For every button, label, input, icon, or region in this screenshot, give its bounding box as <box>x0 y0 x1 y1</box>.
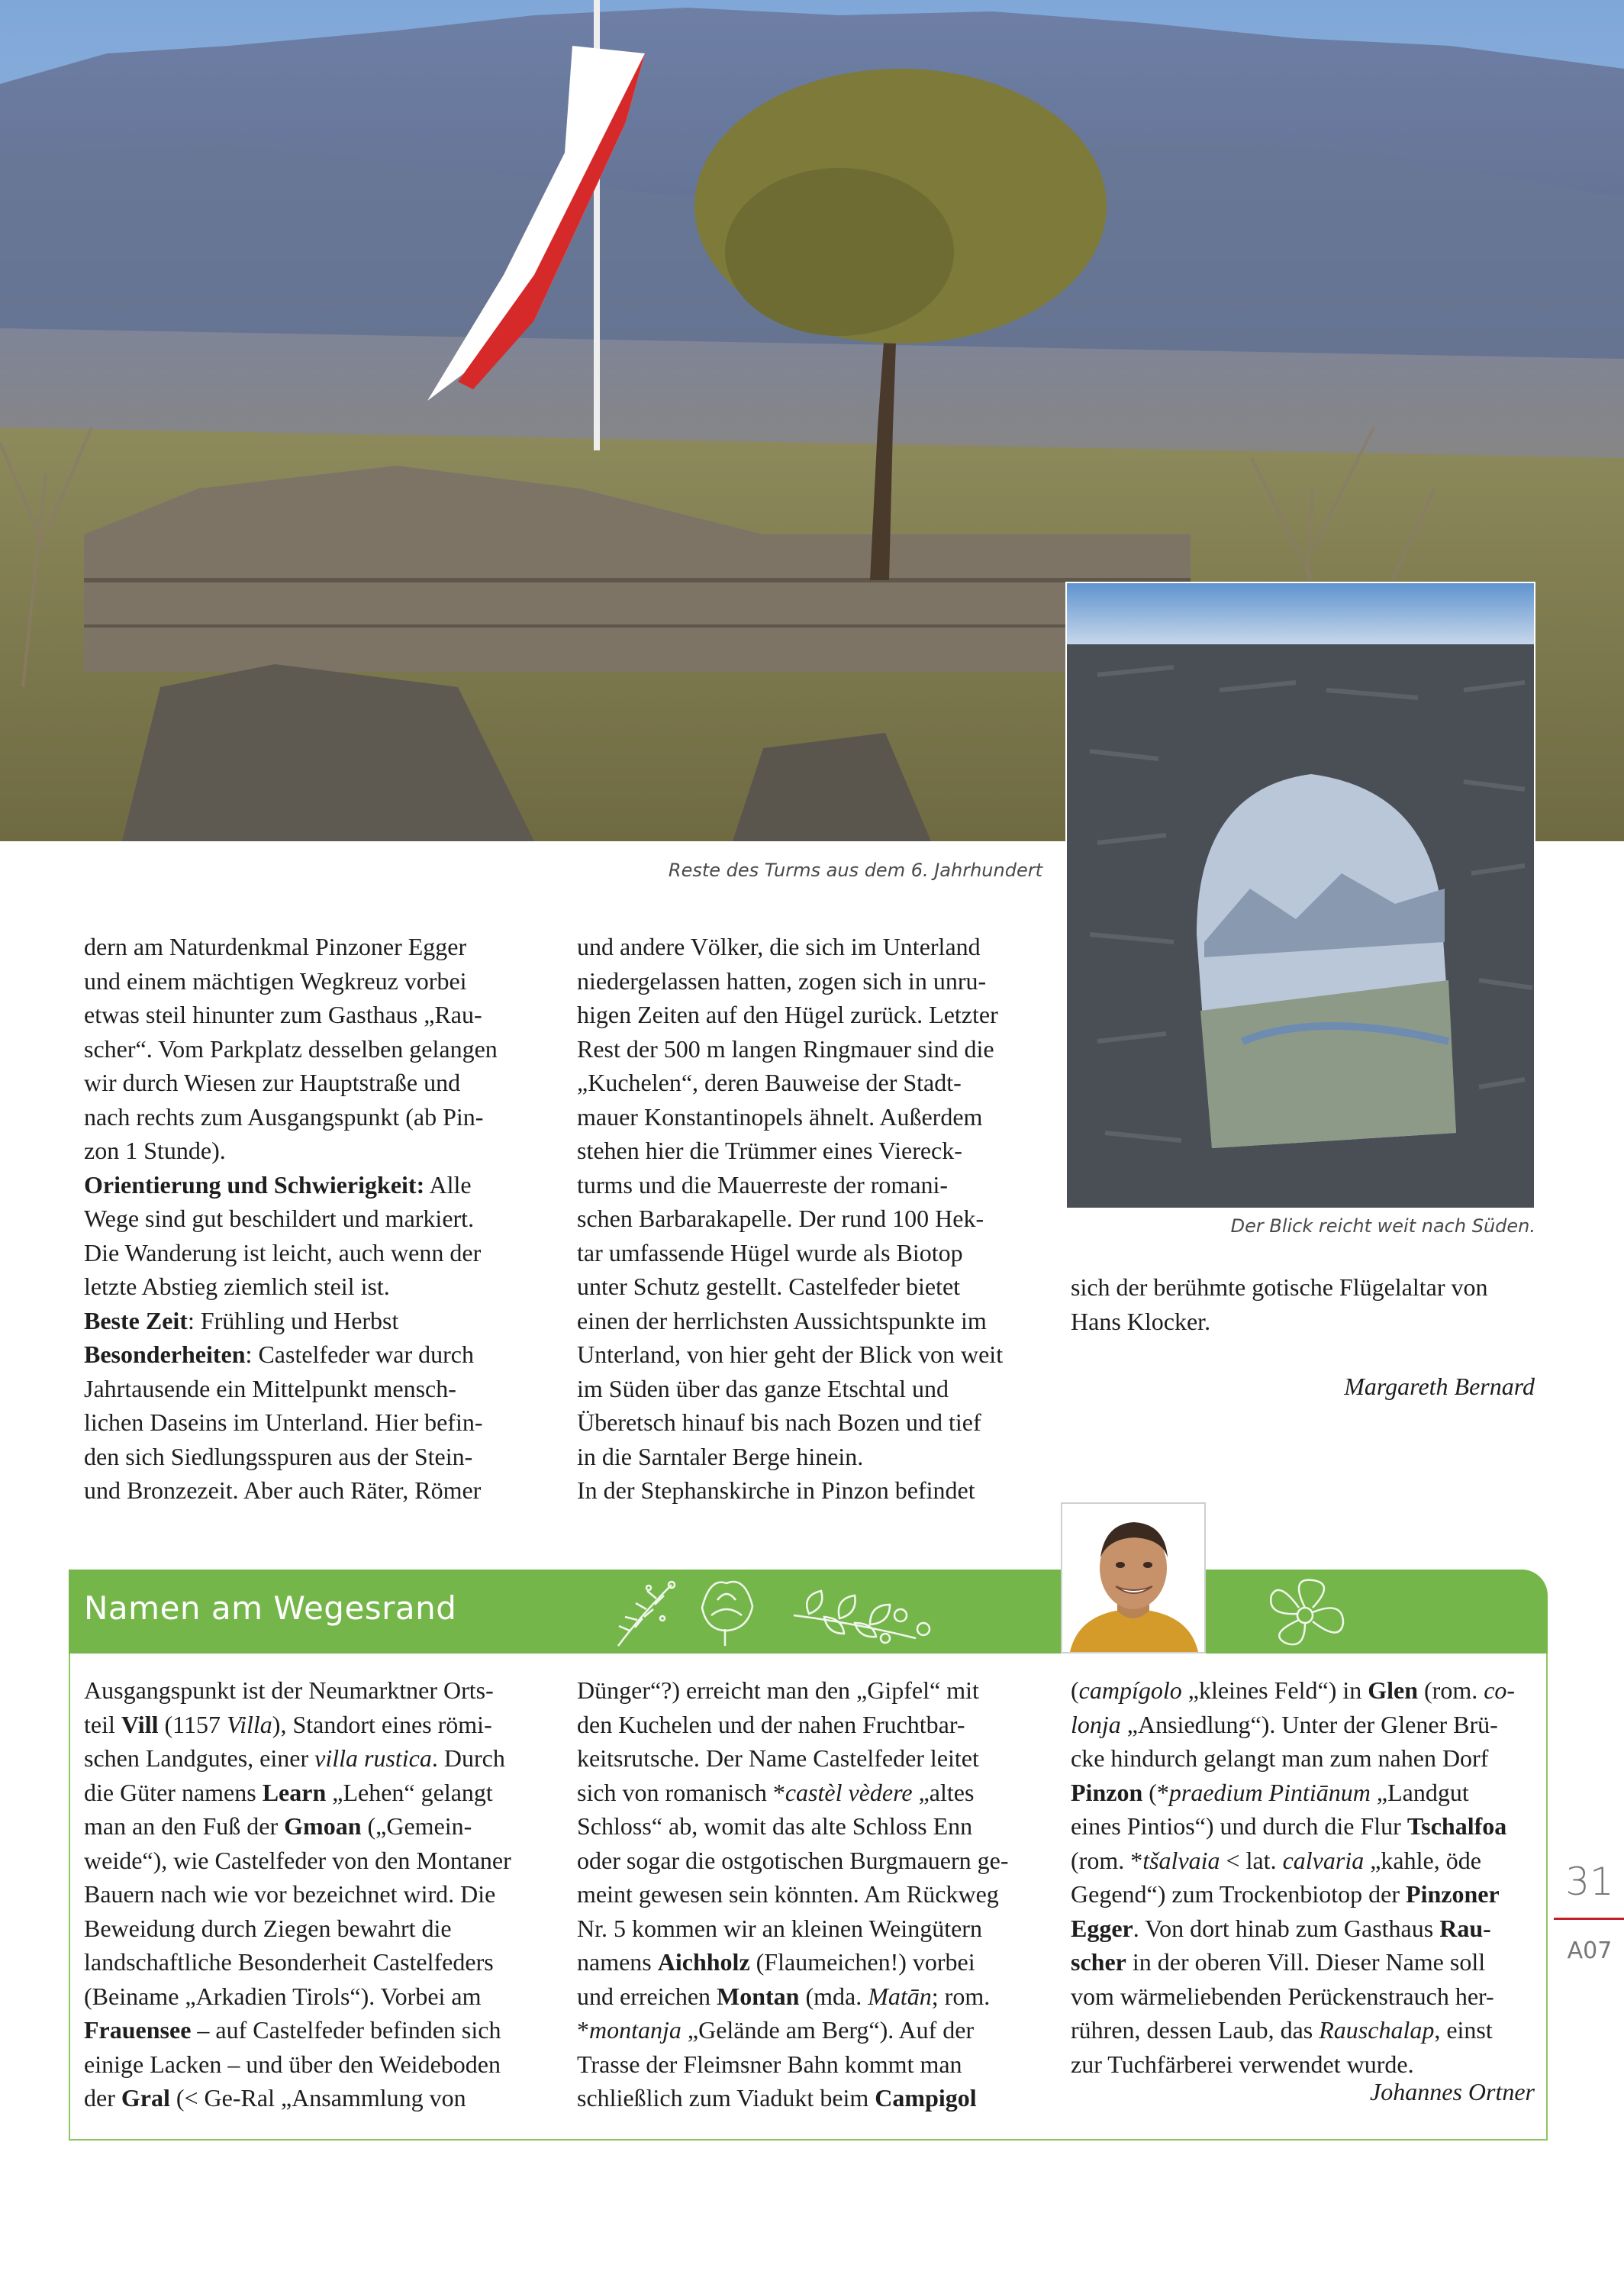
box-line: (Beiname „Arkadien Tirols“). Vorbei am <box>84 1982 482 2010</box>
box-line: Dünger“?) erreicht man den „Gipfel“ mit <box>577 1676 979 1704</box>
article-line: wir durch Wiesen zur Hauptstraße und <box>84 1069 461 1096</box>
box-column-1 <box>84 1673 542 2115</box>
article-line: „Kuchelen“, deren Bauweise der Stadt- <box>577 1069 962 1096</box>
article-line: nach rechts zum Ausgangspunkt (ab Pin- <box>84 1102 484 1131</box>
article-line: higen Zeiten auf den Hügel zurück. Letzter <box>577 1001 998 1028</box>
article-line: dern am Naturdenkmal Pinzoner Egger <box>84 933 467 960</box>
article-line: unter Schutz gestellt. Castelfeder bietet <box>577 1273 961 1300</box>
article-line: mauer Konstantinopels ähnelt. Außerdem <box>577 1102 983 1131</box>
box-line: keitsrutsche. Der Name Castelfeder leitet <box>577 1744 979 1772</box>
article-line: tar umfassende Hügel wurde als Biotop <box>577 1238 963 1266</box>
box-line: teil Vill (1157 Villa), Standort eines römi- <box>84 1710 492 1738</box>
article-line: lichen Daseins im Unterland. Hier befin- <box>84 1408 483 1436</box>
box-line: man an den Fuß der Gmoan („Gemein- <box>84 1812 472 1840</box>
box-column-2 <box>577 1673 1050 2115</box>
article-line: sich der berühmte gotische Flügelaltar von <box>1071 1273 1488 1301</box>
article-line: Jahrtausende ein Mittelpunkt mensch- <box>84 1374 456 1402</box>
article-line: und andere Völker, die sich im Unterland <box>577 933 981 960</box>
page-number: 31 <box>1565 1860 1614 1904</box>
box-line: Beweidung durch Ziegen bewahrt die <box>84 1914 452 1942</box>
box-line: (rom. *tšalvaia < lat. calvaria „kahle, öde <box>1071 1846 1481 1874</box>
article-line: zon 1 Stunde). <box>84 1137 226 1164</box>
article-line: schen Barbarakapelle. Der rund 100 Hek- <box>577 1205 984 1232</box>
article-line: In der Stephanskirche in Pinzon befindet <box>577 1476 975 1504</box>
article-line: Wege sind gut beschildert und markiert. <box>84 1205 475 1232</box>
article-line: Orientierung und Schwierigkeit: Alle <box>84 1170 472 1199</box>
article-line: niedergelassen hatten, zogen sich in unru- <box>577 966 987 995</box>
article-line: im Süden über das ganze Etschtal und <box>577 1374 949 1402</box>
box-line: cke hindurch gelangt man zum nahen Dorf <box>1071 1744 1489 1772</box>
box-line: die Güter namens Learn „Lehen“ gelangt <box>84 1778 493 1806</box>
box-line: Egger. Von dort hinab zum Gasthaus Rau- <box>1071 1914 1491 1942</box>
box-line: landschaftliche Besonderheit Castelfeders <box>84 1948 494 1976</box>
article-column-3 <box>1071 1270 1536 1338</box>
box-line: schließlich zum Viadukt beim Campigol <box>577 2084 977 2112</box>
box-line: *montanja „Gelände am Berg“). Auf der <box>577 2016 975 2044</box>
article-line: etwas steil hinunter zum Gasthaus „Rau- <box>84 1001 482 1028</box>
article-line: Beste Zeit: Frühling und Herbst <box>84 1306 399 1334</box>
box-line: und erreichen Montan (mda. Matān; rom. <box>577 1982 991 2010</box>
box-line: vom wärmeliebenden Perückenstrauch her- <box>1071 1982 1494 2010</box>
article-line: Besonderheiten: Castelfeder war durch <box>84 1341 474 1368</box>
article-line: Die Wanderung ist leicht, auch wenn der <box>84 1238 482 1266</box>
article-line: in die Sarntaler Berge hinein. <box>577 1442 864 1470</box>
article-line: scher“. Vom Parkplatz desselben gelangen <box>84 1034 498 1063</box>
box-line: der Gral (< Ge-Ral „Ansammlung von <box>84 2084 466 2112</box>
article-line: und einem mächtigen Wegkreuz vorbei <box>84 966 467 995</box>
box-line: namens Aichholz (Flaumeichen!) vorbei <box>577 1948 975 1976</box>
box-line: Nr. 5 kommen wir an kleinen Weingütern <box>577 1914 982 1942</box>
article-column-1 <box>84 930 542 1508</box>
box-line: Pinzon (*praedium Pintiānum „Landgut <box>1071 1778 1469 1806</box>
box-title: Namen am Wegesrand <box>84 1589 457 1627</box>
article-line: letzte Abstieg ziemlich steil ist. <box>84 1273 390 1300</box>
article-line: einen der herrlichsten Aussichtspunkte im <box>577 1306 987 1334</box>
author-portrait <box>1061 1502 1206 1653</box>
box-line: oder sogar die ostgotischen Burgmauern ge- <box>577 1846 1009 1874</box>
box-line: einige Lacken – und über den Weideboden <box>84 2050 501 2078</box>
inset-caption: Der Blick reicht weit nach Süden. <box>1230 1215 1535 1237</box>
article-line: turms und die Mauerreste der romani- <box>577 1170 949 1199</box>
article-author: Margareth Bernard <box>1344 1373 1535 1400</box>
box-author: Johannes Ortner <box>1370 2078 1535 2105</box>
box-line: sich von romanisch *castèl vèdere „altes <box>577 1778 975 1806</box>
box-line: scher in der oberen Vill. Dieser Name soll <box>1071 1948 1486 1976</box>
article-column-2 <box>577 930 1050 1508</box>
inset-photo <box>1065 582 1535 1209</box>
box-line: schen Landgutes, einer villa rustica. Durch <box>84 1744 505 1772</box>
box-line: den Kuchelen und der nahen Fruchtbar- <box>577 1710 965 1738</box>
article-line: Überetsch hinauf bis nach Bozen und tief <box>577 1408 981 1436</box>
box-line: Bauern nach wie vor bezeichnet wird. Die <box>84 1880 496 1908</box>
article-line: Hans Klocker. <box>1071 1307 1211 1335</box>
box-line: zur Tuchfärberei verwendet wurde. <box>1071 2050 1414 2078</box>
box-line: eines Pintios“) und durch die Flur Tschalfoa <box>1071 1812 1507 1840</box>
box-line: meint gewesen sein könnten. Am Rückweg <box>577 1880 999 1908</box>
article-line: Unterland, von hier geht der Blick von weit <box>577 1341 1004 1368</box>
box-line: (campígolo „kleines Feld“) in Glen (rom. co- <box>1071 1676 1516 1704</box>
box-line: Trasse der Fleimsner Bahn kommt man <box>577 2050 962 2078</box>
box-line: rühren, dessen Laub, das Rauschalap, einst <box>1071 2016 1493 2044</box>
box-line: Frauensee – auf Castelfeder befinden sich <box>84 2016 501 2044</box>
article-line: stehen hier die Trümmer eines Viereck- <box>577 1137 962 1164</box>
box-line: Ausgangspunkt ist der Neumarktner Orts- <box>84 1676 494 1704</box>
hero-caption: Reste des Turms aus dem 6. Jahrhundert <box>668 860 1042 881</box>
box-line: weide“), wie Castelfeder von den Montaner <box>84 1846 511 1874</box>
box-column-3 <box>1071 1673 1536 2081</box>
box-line: Gegend“) zum Trockenbiotop der Pinzoner <box>1071 1880 1500 1908</box>
flower-decoration-icon <box>1229 1570 1366 1653</box>
box-line: Schloss“ ab, womit das alte Schloss Enn <box>577 1812 973 1840</box>
article-line: und Bronzezeit. Aber auch Räter, Römer <box>84 1476 482 1504</box>
article-line: Rest der 500 m langen Ringmauer sind die <box>577 1034 994 1063</box>
box-line: lonja „Ansiedlung“). Unter der Glener Brü- <box>1071 1710 1498 1738</box>
page-number-rule <box>1554 1918 1624 1920</box>
article-line: den sich Siedlungsspuren aus der Stein- <box>84 1442 473 1470</box>
page-code: A07 <box>1567 1937 1613 1964</box>
